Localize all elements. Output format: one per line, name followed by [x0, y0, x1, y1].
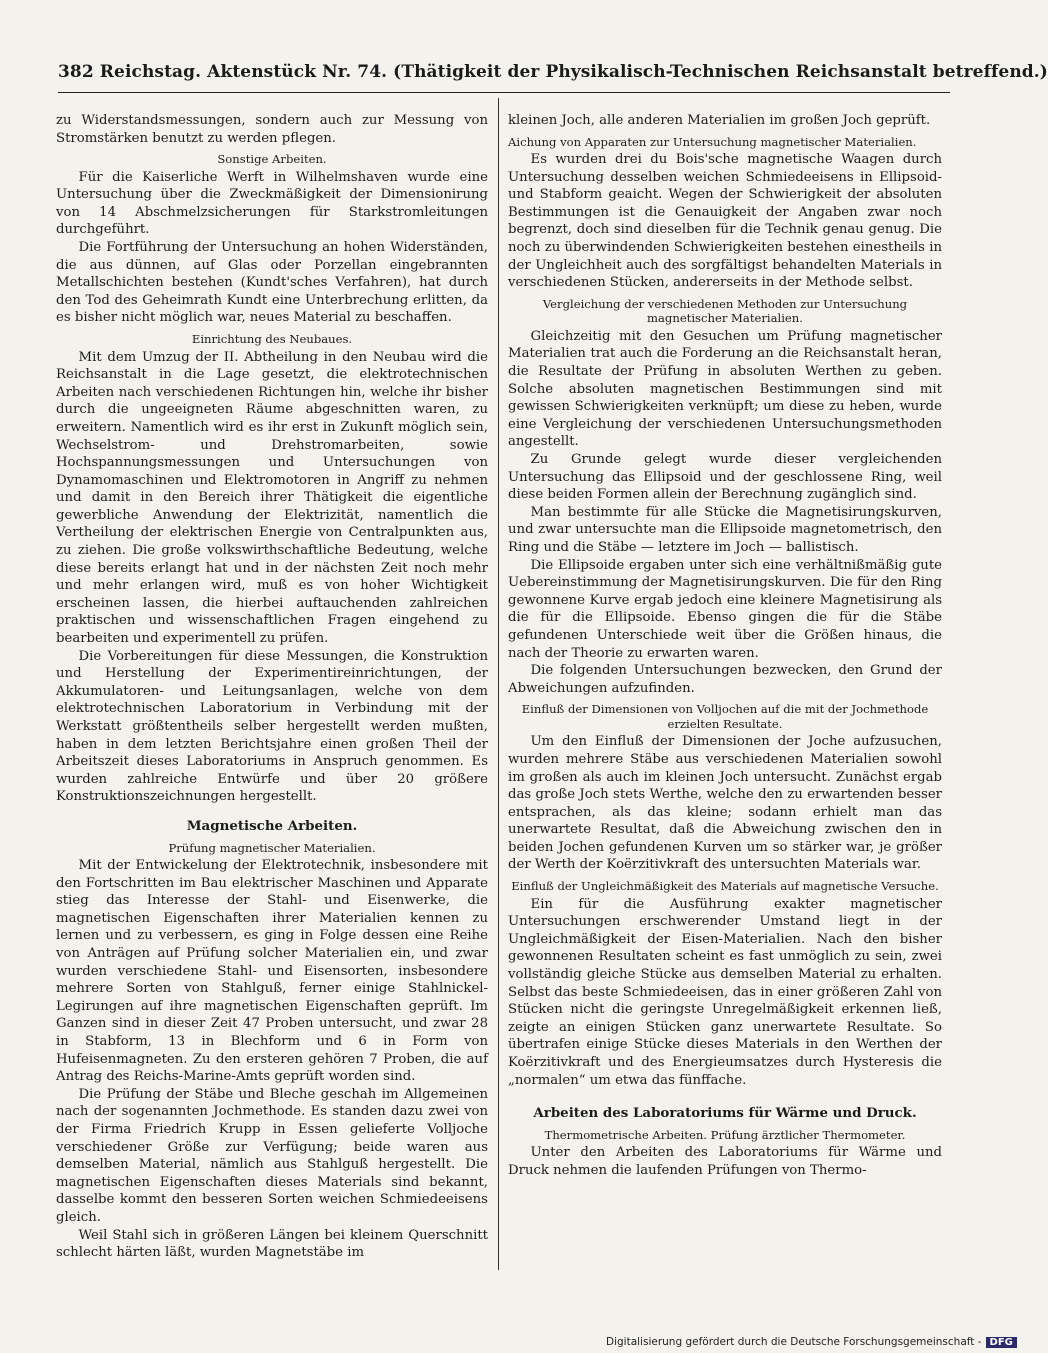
footer-credit: Digitalisierung gefördert durch die Deutsche Forschungsgemeinschaft - [606, 1336, 982, 1348]
section-heading: Magnetische Arbeiten. [186, 817, 358, 834]
subheading: Einfluß der Ungleichmäßigkeit des Materials auf magnetische Versuche. [511, 879, 939, 894]
right-column [508, 112, 942, 1179]
subheading: Thermometrische Arbeiten. Prüfung ärztlicher Thermometer. [544, 1127, 906, 1142]
paragraph: Mit der Entwickelung der Elektrotechnik, insbesondere mit den Fortschritten im Bau elektrischer Maschinen und Apparate stieg das Interesse der Stahl- und Eisenwerke, die magnetischen Eigenschaften ihrer Materialien kennen zu lernen und zu verbessern, es ging in Folge dessen eine Reihe von Anträgen auf Prüfung solcher Materialien ein, und zwar wurden verschiedene Stahl- und Eisensorten, insbesondere mehrere Sorten von Stahlguß, ferner einige Stahlnickel-Legirungen auf ihre magnetischen Eigenschaften geprüft. Im Ganzen sind in dieser Zeit 47 Proben untersucht, und zwar 28 in Stabform, 13 in Blechform und 6 in Form von Hufeisenmagneten. Zu den ersteren gehören 7 Proben, die auf Antrag des Reichs-Marine-Amts geprüft worden sind. [56, 858, 488, 1085]
paragraph: Zu Grunde gelegt wurde dieser vergleichenden Untersuchung das Ellipsoid und der geschlossene Ring, weil diese beiden Formen allein der Berechnung zugänglich sind. [508, 452, 942, 503]
paragraph: Die Prüfung der Stäbe und Bleche geschah im Allgemeinen nach der sogenannten Jochmethode. Es standen dazu zwei von der Firma Friedrich Krupp in Essen gelieferte Volljoche verschiedener Größe zur Verfügung; beide waren aus demselben Material, nämlich aus Stahlguß hergestellt. Die magnetischen Eigenschaften dieses Materials sind bekannt, dasselbe kommt den besseren Sorten weichen Schmiedeeisens gleich. [56, 1086, 488, 1225]
subheading: Aichung von Apparaten zur Untersuchung magnetischer Materialien. [508, 134, 917, 149]
paragraph: Um den Einfluß der Dimensionen der Joche aufzusuchen, wurden mehrere Stäbe aus verschiedenen Materialien sowohl im großen als auch im kleinen Joch untersucht. Zunächst ergab das große Joch stets Werthe, welche den zu erwartenden besser entsprachen, als das kleine; sodann erhielt man das unerwartete Resultat, daß die Abweichung zwischen den in beiden Jochen gefundenen Kurven um so stärker war, je größer der Werth der Koërzitivkraft des untersuchten Materials war. [508, 734, 942, 873]
subheading: Einfluß der Dimensionen von Volljochen auf die mit der Jochmethode erzielten Resultate. [521, 702, 929, 731]
left-column [56, 112, 488, 1262]
header-rule [58, 92, 950, 93]
paragraph: Die Fortführung der Untersuchung an hohen Widerständen, die aus dünnen, auf Glas oder Porzellan eingebrannten Metallschichten bestehen (Kundt'sches Verfahren), hat durch den Tod des Geheimrath Kundt eine Unterbrechung erlitten, da es bisher nicht möglich war, neues Material zu beschaffen. [56, 240, 488, 326]
paragraph: Gleichzeitig mit den Gesuchen um Prüfung magnetischer Materialien trat auch die Forderung an die Reichsanstalt heran, die Resultate der Prüfung in absoluten Werthen zu geben. Solche absoluten magnetischen Bestimmungen sind mit gewissen Schwierigkeiten verknüpft; um diese zu heben, wurde eine Vergleichung der verschiedenen Untersuchungsmethoden angestellt. [508, 328, 942, 450]
paragraph: Es wurden drei du Bois'sche magnetische Waagen durch Untersuchung desselben weichen Schmiedeeisens in Ellipsoid- und Stabform geaicht. Wegen der Schwierigkeit der absoluten Bestimmungen ist die Genauigkeit der Angaben zwar noch begrenzt, doch sind dieselben für die Technik genau genug. Die noch zu überwindenden Schwierigkeiten bestehen einestheils in der Ungleichheit auch des sorgfältigst behandelten Materials in verschiedenen Stücken, andererseits in der Methode selbst. [508, 152, 942, 291]
paragraph: Man bestimmte für alle Stücke die Magnetisirungskurven, und zwar untersuchte man die Ellipsoide magnetometrisch, den Ring und die Stäbe — letztere im Joch — ballistisch. [508, 504, 942, 555]
paragraph: Mit dem Umzug der II. Abtheilung in den Neubau wird die Reichsanstalt in die Lage gesetzt, die elektrotechnischen Arbeiten nach verschiedenen Richtungen hin, welche ihr bisher durch die ungeeigneten Räume abgeschnitten waren, zu erweitern. Namentlich wird es ihr erst in Zukunft möglich sein, Wechselstrom- und Drehstromarbeiten, sowie Hochspannungsmessungen und Untersuchungen von Dynamomaschinen und Elektromotoren in Angriff zu nehmen und damit in den Bereich ihrer Thätigkeit die eigentliche gewerbliche Anwendung der Elektrizität, namentlich die Vertheilung der elektrischen Energie von Centralpunkten aus, zu ziehen. Die große volkswirthschaftliche Bedeutung, welche diese bereits erlangt hat und in der nächsten Zeit noch mehr und mehr erlangen wird, muß es von hoher Wichtigkeit erscheinen lassen, die hierbei auftauchenden zahlreichen praktischen und wissenschaftlichen Fragen eingehend zu bearbeiten und experimentell zu prüfen. [56, 349, 488, 647]
paragraph: Weil Stahl sich in größeren Längen bei kleinem Querschnitt schlecht härten läßt, wurden Magnetstäbe im [56, 1227, 488, 1261]
paragraph: Für die Kaiserliche Werft in Wilhelmshaven wurde eine Untersuchung über die Zweckmäßigkeit der Dimensionirung von 14 Abschmelzsicherungen für Starkstromleitungen durchgeführt. [56, 169, 488, 238]
subheading: Vergleichung der verschiedenen Methoden zur Untersuchung magnetischer Materialien. [542, 296, 908, 326]
paragraph: Die Ellipsoide ergaben unter sich eine verhältnißmäßig gute Uebereinstimmung der Magnetisirungskurven. Die für den Ring gewonnene Kurve ergab jedoch eine kleinere Magnetisirung als die für die Ellipsoide. Ebenso gingen die für die Stäbe gefundenen Unterschiede weit über die Größen hinaus, die nach der Theorie zu erwarten waren. [508, 557, 942, 661]
column-divider [498, 98, 499, 1270]
subheading: Sonstige Arbeiten. [217, 152, 327, 167]
footer [606, 1336, 1017, 1348]
paragraph: Die folgenden Untersuchungen bezwecken, den Grund der Abweichungen aufzufinden. [508, 663, 942, 696]
subheading: Prüfung magnetischer Materialien. [168, 840, 376, 855]
section-heading: Arbeiten des Laboratoriums für Wärme und Druck. [533, 1105, 917, 1122]
paragraph: kleinen Joch, alle anderen Materialien im großen Joch geprüft. [508, 113, 931, 128]
paragraph: zu Widerstandsmessungen, sondern auch zur Messung von Stromstärken benutzt zu werden pflegen. [56, 113, 488, 146]
paragraph: Ein für die Ausführung exakter magnetischer Untersuchungen erschwerender Umstand liegt in der Ungleichmäßigkeit der Eisen-Materialien. Nach den bisher gewonnenen Resultaten scheint es fast unmöglich zu sein, zwei vollständig gleiche Stücke aus demselben Material zu erhalten. Selbst das beste Schmiedeeisen, das in einer größeren Zahl von Stücken nicht die geringste Unregelmäßigkeit erkennen ließ, zeigte an einigen Stücken ganz unerwartete Resultate. So übertrafen einige Stücke dieses Materials in den Werthen der Koërzitivkraft und des Energieumsatzes durch Hysteresis die „normalen“ um etwa das fünffache. [508, 896, 942, 1088]
paragraph: Die Vorbereitungen für diese Messungen, die Konstruktion und Herstellung der Experimentireinrichtungen, der Akkumulatoren- und Leitungsanlagen, welche von dem elektrotechnischen Laboratorium in Verbindung mit der Werkstatt größtentheils selber hergestellt werden mußten, haben in dem letzten Berichtsjahre einen großen Theil der Arbeitszeit dieses Laboratoriums in Anspruch genommen. Es wurden zahlreiche Entwürfe und über 20 größere Konstruktionszeichnungen hergestellt. [56, 648, 488, 805]
dfg-logo: DFG [986, 1337, 1017, 1348]
paragraph: Unter den Arbeiten des Laboratoriums für Wärme und Druck nehmen die laufenden Prüfungen von Thermo- [508, 1145, 942, 1178]
page-header: 382 Reichstag. Aktenstück Nr. 74. (Thätigkeit der Physikalisch-Technischen Reichsanstalt betreffend.) [58, 62, 1048, 82]
subheading: Einrichtung des Neubaues. [191, 332, 353, 347]
